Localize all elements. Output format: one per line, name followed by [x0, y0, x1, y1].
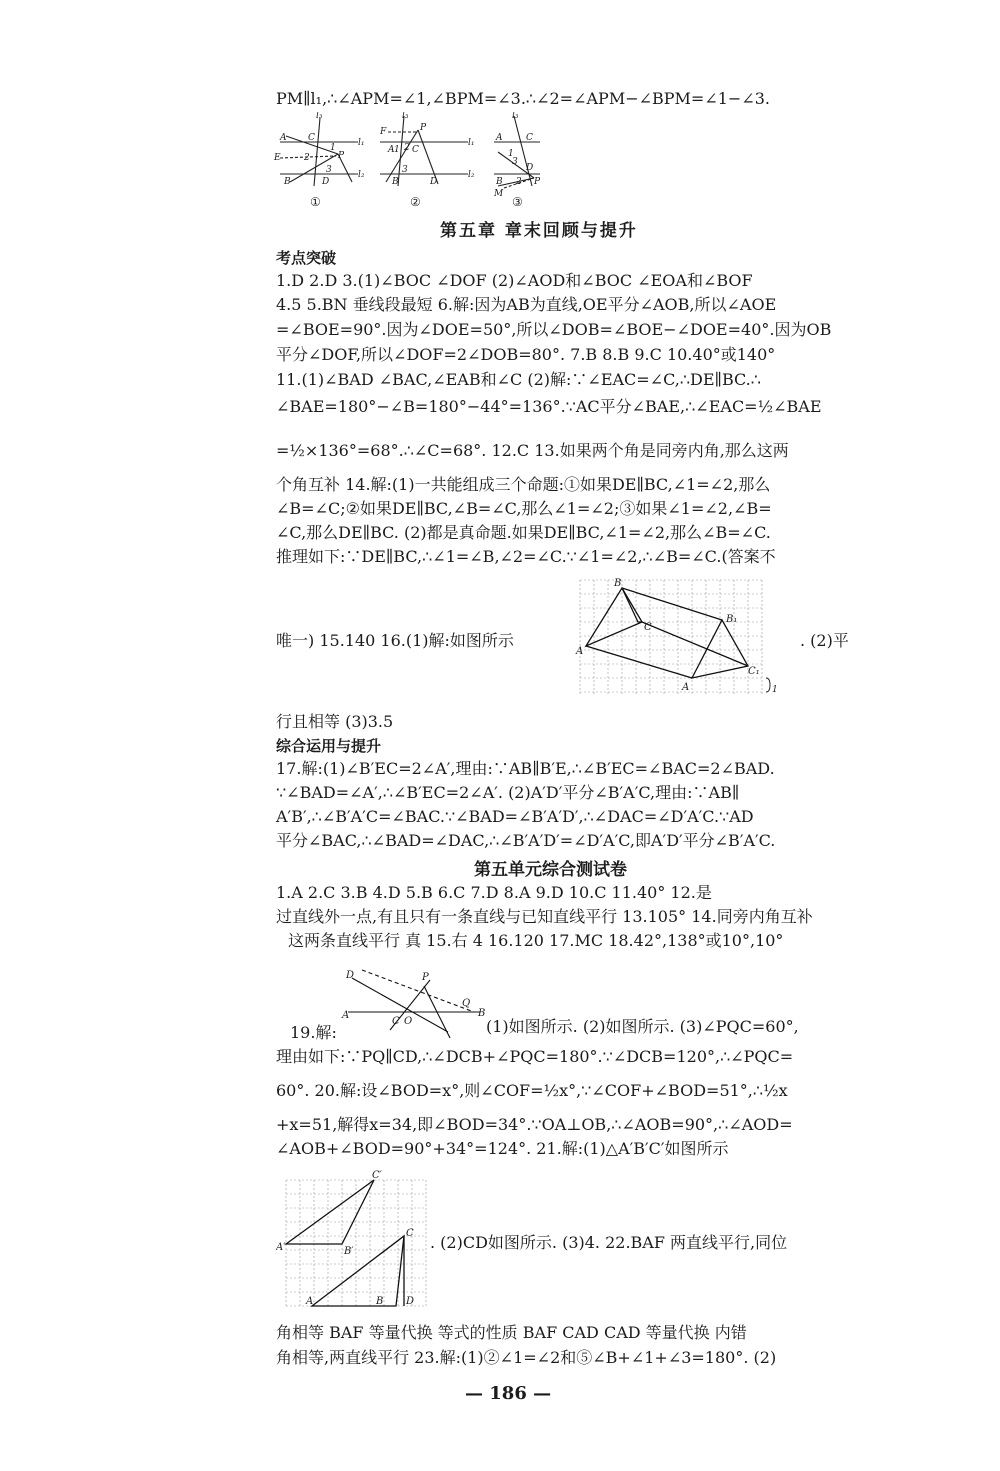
svg-text:D: D: [406, 1296, 415, 1307]
section-heading: 综合运用与提升: [276, 737, 382, 755]
text-line: . (2)CD如图所示. (3)4. 22.BAF 两直线平行,同位: [430, 1233, 788, 1252]
text-line: 1.A 2.C 3.B 4.D 5.B 6.C 7.D 8.A 9.D 10.C 11.40° 12.是: [276, 883, 712, 902]
svg-text:l₃: l₃: [512, 112, 519, 121]
text-line: 11.(1)∠BAD ∠BAC,∠EAB和∠C (2)解:∵∠EAC=∠C,∴DE∥BC.∴: [276, 370, 761, 389]
text-line: ∠B=∠C;②如果DE∥BC,∠B=∠C,那么∠1=∠2;③如果∠1=∠2,∠B=: [276, 499, 772, 518]
text-line: =∠BOE=90°.因为∠DOE=50°,所以∠DOB=∠BOE−∠DOE=40°.因为OB: [276, 320, 832, 339]
text-line: PM∥l₁,∴∠APM=∠1,∠BPM=∠3.∴∠2=∠APM−∠BPM=∠1−∠3.: [276, 89, 770, 108]
svg-text:P: P: [534, 177, 541, 187]
svg-text:l₃: l₃: [402, 112, 409, 121]
svg-text:D: D: [322, 177, 330, 187]
svg-text:2: 2: [404, 143, 410, 153]
text-line: 行且相等 (3)3.5: [276, 712, 394, 731]
svg-text:l₂: l₂: [468, 170, 475, 180]
svg-text:B: B: [376, 1296, 384, 1307]
figure-caption: ②: [410, 195, 421, 209]
text-line: . (2)平: [800, 631, 849, 650]
svg-text:A: A: [496, 133, 503, 143]
svg-text:A: A: [280, 133, 287, 143]
text-line: +x=51,解得x=34,即∠BOD=34°.∵OA⊥OB,∴∠AOB=90°,∴∠AOD=: [276, 1115, 793, 1134]
svg-text:1: 1: [508, 149, 514, 159]
figure-caption: ①: [310, 195, 321, 209]
svg-text:D: D: [430, 177, 438, 187]
text-line: 1.D 2.D 3.(1)∠BOC ∠DOF (2)∠AOD和∠BOC ∠EOA和∠BOF: [276, 271, 753, 290]
unit-test-heading: 第五单元综合测试卷: [474, 860, 627, 880]
svg-text:C: C: [412, 145, 419, 155]
svg-text:B: B: [284, 177, 291, 187]
text-line: 平分∠BAC,∴∠BAD=∠DAC,∴∠B′A′D′=∠D′A′C,即A′D′平分∠B′A′C.: [276, 831, 776, 850]
text-line: ∵∠BAD=∠A′,∴∠B′EC=2∠A′. (2)A′D′平分∠B′A′C,理由:∵AB∥: [276, 783, 740, 802]
svg-text:D: D: [526, 163, 534, 173]
text-line: 平分∠DOF,所以∠DOF=2∠DOB=80°. 7.B 8.B 9.C 10.40°或140°: [276, 345, 776, 364]
figure-1: [280, 118, 358, 186]
svg-text:O: O: [404, 1016, 413, 1027]
svg-text:A: A: [342, 1010, 350, 1021]
svg-text:P: P: [422, 972, 429, 983]
svg-text:C: C: [644, 622, 652, 633]
svg-text:B: B: [496, 177, 503, 187]
svg-text:l₂: l₂: [358, 170, 365, 180]
svg-text:l₃: l₃: [316, 112, 323, 121]
svg-text:l₁: l₁: [468, 138, 475, 148]
svg-text:A: A: [388, 145, 395, 155]
text-line: 角相等 BAF 等量代换 等式的性质 BAF CAD CAD 等量代换 内错: [276, 1323, 747, 1342]
svg-text:P: P: [420, 123, 427, 133]
svg-text:C: C: [406, 1228, 414, 1239]
svg-text:3: 3: [326, 165, 332, 175]
svg-text:B: B: [614, 578, 622, 589]
svg-text:3: 3: [402, 165, 408, 175]
svg-text:A: A: [306, 1296, 314, 1307]
text-line: 17.解:(1)∠B′EC=2∠A′,理由:∵AB∥B′E,∴∠B′EC=∠BAC=2∠BAD.: [276, 759, 775, 778]
svg-text:2: 2: [304, 153, 310, 163]
svg-text:C: C: [308, 133, 315, 143]
svg-text:1: 1: [330, 143, 336, 153]
text-line: (1)如图所示. (2)如图所示. (3)∠PQC=60°,: [486, 1017, 799, 1036]
text-line: ∠C,那么DE∥BC. (2)都是真命题.如果DE∥BC,∠1=∠2,那么∠B=∠C.: [276, 523, 771, 542]
text-line: 唯一) 15.140 16.(1)解:如图所示: [276, 631, 514, 650]
page-number: — 186 —: [465, 1383, 552, 1404]
svg-text:C: C: [392, 1016, 400, 1027]
text-line: 19.解:: [290, 1023, 337, 1042]
text-line: ∠AOB+∠BOD=90°+34°=124°. 21.解:(1)△A′B′C′如图所示: [276, 1139, 729, 1158]
svg-text:E: E: [274, 153, 281, 163]
svg-text:B₁: B₁: [726, 614, 738, 625]
svg-text:Q: Q: [462, 998, 471, 1009]
grid-figure-16: [572, 574, 792, 706]
text-line: 个角互补 14.解:(1)一共能组成三个命题:①如果DE∥BC,∠1=∠2,那么: [276, 475, 771, 494]
svg-text:C: C: [526, 133, 533, 143]
svg-text:D: D: [346, 970, 355, 981]
svg-text:A: A: [576, 646, 584, 657]
text-line: 这两条直线平行 真 15.右 4 16.120 17.MC 18.42°,138°或10°,10°: [288, 931, 784, 950]
svg-text:3: 3: [512, 157, 518, 167]
text-line: 60°. 20.解:设∠BOD=x°,则∠COF=½x°,∵∠COF+∠BOD=51°,∴½x: [276, 1081, 788, 1100]
svg-text:1: 1: [394, 145, 400, 155]
text-line: 4.5 5.BN 垂线段最短 6.解:因为AB为直线,OE平分∠AOB,所以∠AOE: [276, 295, 777, 314]
svg-text:B: B: [392, 177, 399, 187]
svg-text:C₁: C₁: [748, 666, 760, 677]
svg-text:B: B: [478, 1008, 486, 1019]
svg-text:l₁: l₁: [358, 138, 365, 148]
grid-figure-21: [276, 1166, 436, 1310]
text-line: 过直线外一点,有且只有一条直线与已知直线平行 13.105° 14.同旁内角互补: [276, 907, 813, 926]
figure-parallel-lines: [272, 112, 542, 210]
svg-text:M: M: [494, 189, 504, 199]
figure-caption: ③: [512, 195, 523, 209]
svg-text:A: A: [682, 682, 690, 693]
svg-text:F: F: [380, 127, 387, 137]
svg-text:B′: B′: [344, 1246, 354, 1257]
text-line: 角相等,两直线平行 23.解:(1)②∠1=∠2和⑤∠B+∠1+∠3=180°. (2): [276, 1348, 777, 1367]
figure-19: [338, 966, 498, 1054]
text-line: ∠BAE=180°−∠B=180°−44°=136°.∵AC平分∠BAE,∴∠EAC=½∠BAE: [276, 397, 822, 416]
section-heading: 考点突破: [276, 249, 337, 267]
svg-text:A′: A′: [276, 1242, 286, 1253]
text-line: =½×136°=68°.∴∠C=68°. 12.C 13.如果两个角是同旁内角,那么这两: [276, 441, 789, 460]
svg-text:C′: C′: [372, 1170, 382, 1181]
svg-text:P: P: [338, 151, 345, 161]
svg-text:1: 1: [772, 685, 778, 695]
svg-text:2: 2: [516, 177, 522, 187]
chapter-heading: 第五章 章末回顾与提升: [440, 221, 638, 241]
text-line: A′B′,∴∠B′A′C=∠BAC.∵∠BAD=∠B′A′D′,∴∠DAC=∠D′A′C.∵AD: [276, 807, 754, 826]
text-line: 理由如下:∵PQ∥CD,∴∠DCB+∠PQC=180°.∵∠DCB=120°,∴∠PQC=: [276, 1047, 794, 1066]
text-line: 推理如下:∵DE∥BC,∴∠1=∠B,∠2=∠C.∵∠1=∠2,∴∠B=∠C.(答案不: [276, 547, 776, 566]
